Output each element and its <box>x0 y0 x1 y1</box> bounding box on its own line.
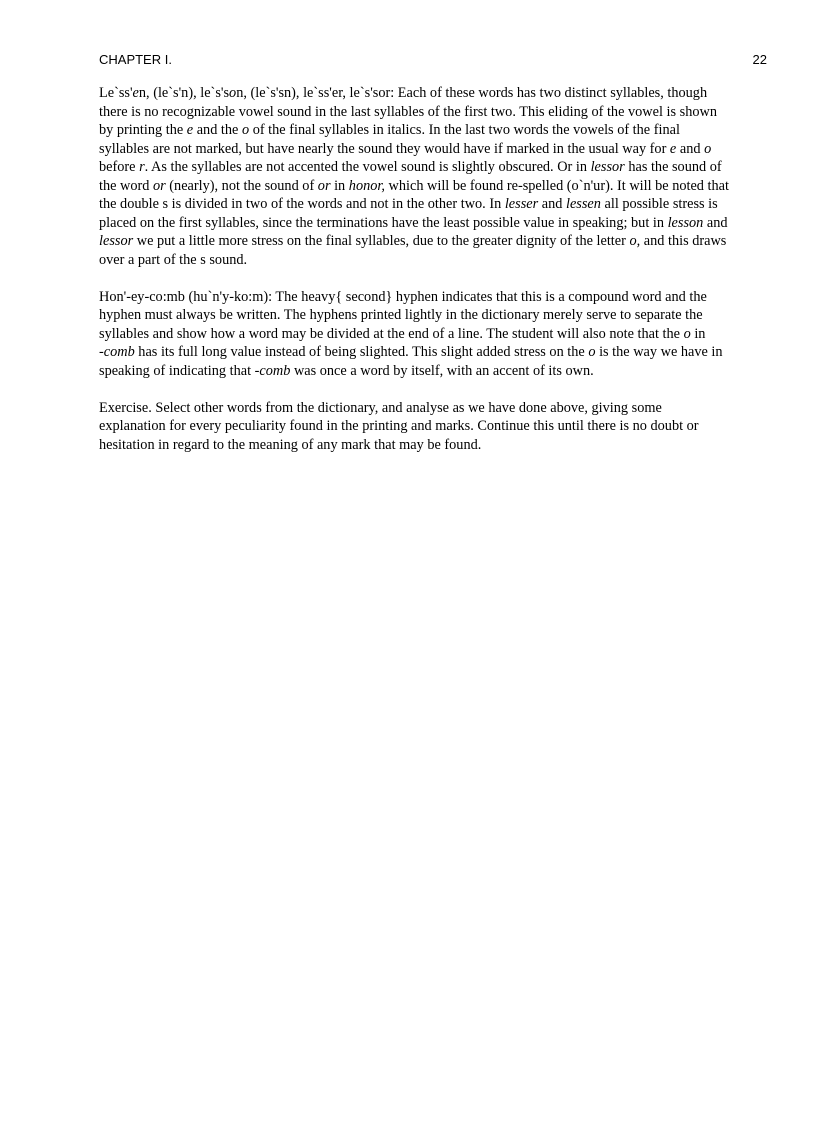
italic-text-run: o, <box>629 233 641 249</box>
text-run: and the <box>193 122 242 138</box>
text-run: (nearly), not the sound of <box>165 177 318 194</box>
text-run: and <box>676 140 705 157</box>
italic-text-run: lessor <box>99 233 134 249</box>
text-run: in <box>694 325 706 342</box>
italic-text-run: or <box>317 177 331 194</box>
italic-text-run: -comb <box>99 344 135 360</box>
text-run: we put a little more stress on the final syllables, due to the greater dignity of the letter <box>133 233 630 249</box>
paragraph-pronunciation <box>99 84 767 269</box>
italic-text-run: r <box>139 159 145 175</box>
italic-text-run: lessor <box>590 159 625 175</box>
paragraph-exercise <box>99 399 767 455</box>
italic-text-run: o <box>704 140 712 157</box>
italic-text-run: or <box>153 177 166 194</box>
italic-text-run: -comb <box>254 362 291 379</box>
italic-text-run: lesser <box>504 196 539 212</box>
text-run: and <box>706 214 728 231</box>
text-run: of the final syllables in italics. In the last two words the vowels of the final syllables are not marked, but have nearly the sound they would have if marked in the usual way for <box>99 122 680 157</box>
chapter-title: CHAPTER I. <box>99 52 172 67</box>
paragraph-compound-word <box>99 288 767 381</box>
text-run: has the sound of the word <box>99 159 722 194</box>
text-run: was once a word by itself, with an accent of its own. <box>290 362 594 379</box>
italic-text-run: lessen <box>565 196 601 212</box>
text-run: Hon'-ey-co:mb (hu`n'y-ko:m): The heavy{ second} hyphen indicates that this is a compound word and the hyphen must always be written. The hyphens printed lightly in the dictionary merely serve to separate the syllables and show how a word may be divided at the end of a line. The student will also note that the <box>99 288 707 342</box>
italic-text-run: lesson <box>667 214 704 231</box>
body-text <box>99 84 767 454</box>
text-run: all possible stress is placed on the first syllables, since the terminations have the least possible value in speaking; but in <box>99 196 718 231</box>
text-run: n, (le`s'n), le`s's <box>138 85 230 101</box>
text-run: . As the syllables are not accented the vowel sound is slightly obscured. Or in <box>144 159 591 175</box>
text-run: n, (le`s'sn), le`ss'er, le`s'sor: Each of these words has two distinct syllables, though there is no recognizable vowel sound in the last syllables of the first two. This eliding of the vowel is shown by printing the <box>99 85 717 138</box>
text-run: Exercise. Select other words from the dictionary, and analyse as we have done above, giving some explanation for every peculiarity found in the printing and marks. Continue this until there is no doubt or hesitation in regard to the meaning of any mark that may be found. <box>99 399 699 453</box>
italic-text-run: e <box>669 140 677 157</box>
italic-text-run: o <box>683 325 691 342</box>
running-header <box>99 52 767 70</box>
text-run: in <box>330 177 349 194</box>
document-page <box>99 52 767 473</box>
text-run: is the way we have in speaking of indicating that <box>99 344 723 379</box>
text-run: and this draws over a part of the s sound. <box>99 233 727 268</box>
text-run: and <box>538 196 566 212</box>
page-number: 22 <box>752 52 767 67</box>
italic-text-run: o <box>229 85 237 101</box>
italic-text-run: o <box>588 344 596 360</box>
italic-text-run: o <box>241 122 250 138</box>
italic-text-run: honor, <box>348 177 385 194</box>
text-run: has its full long value instead of being slighted. This slight added stress on the <box>134 344 589 360</box>
italic-text-run: e <box>186 122 194 138</box>
italic-text-run: e <box>132 85 139 101</box>
text-run: before <box>99 159 136 175</box>
text-run: Le`ss' <box>99 85 133 101</box>
text-run: which will be found re-spelled (o`n'ur). It will be noted that the double s is divided in two of the words and not in the other two. In <box>99 177 729 212</box>
